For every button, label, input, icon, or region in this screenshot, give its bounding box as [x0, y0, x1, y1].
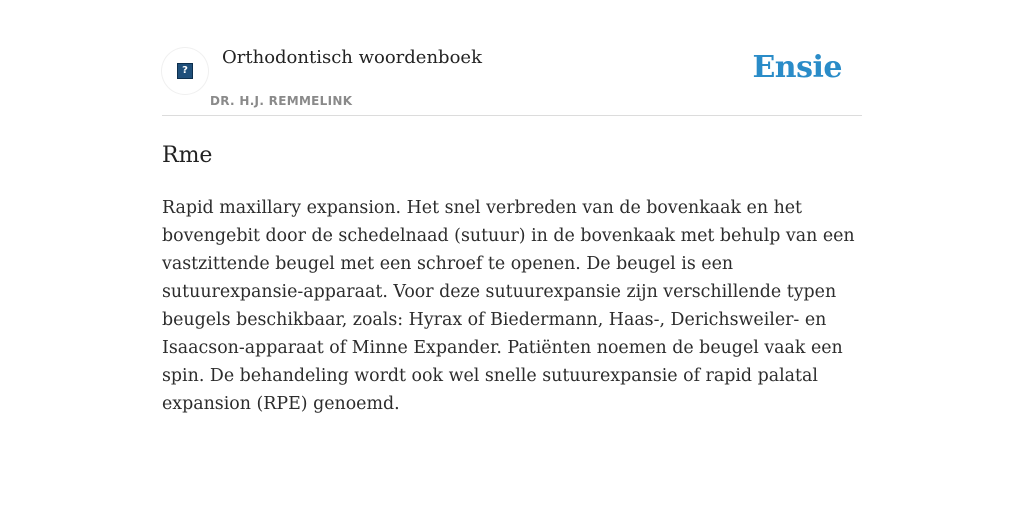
ensie-logo[interactable]: Ensie: [752, 50, 842, 85]
book-title-link[interactable]: Orthodontisch woordenboek: [222, 47, 482, 68]
entry-container: [162, 44, 862, 418]
entry-definition: Rapid maxillary expansion. Het snel verbreden van de bovenkaak en het bovengebit door de schedelnaad (sutuur) in de bovenkaak met behulp van een vastzittende beugel met een schroef te openen. De beugel is een sutuurexpansie-apparaat. Voor deze sutuurexpansie zijn verschillende typen beugels beschikbaar, zoals: Hyrax of Biedermann, Haas-, Derichsweiler- en Isaacson-apparaat of Minne Expander. Patiënten noemen de beugel vaak een spin. De behandeling wordt ook wel snelle sutuurexpansie of rapid palatal expansion (RPE) genoemd.: [162, 198, 855, 414]
book-author: DR. H.J. REMMELINK: [210, 94, 353, 108]
question-mark-book-icon: ?: [177, 63, 193, 79]
entry-term: Rme: [162, 143, 213, 168]
book-thumbnail[interactable]: [162, 48, 208, 94]
entry-header: [162, 44, 862, 116]
